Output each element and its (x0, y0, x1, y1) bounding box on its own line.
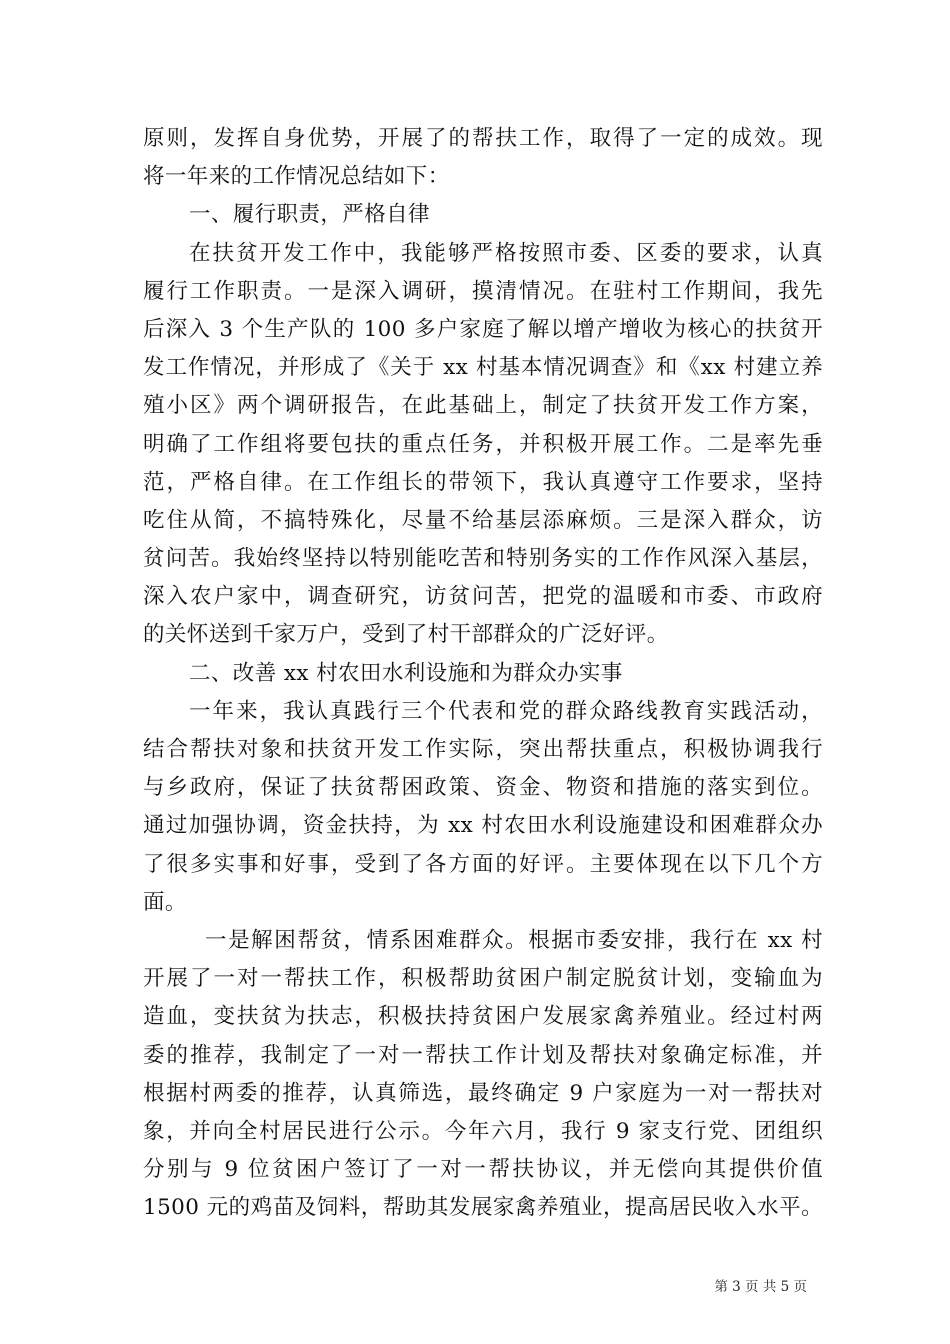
body-line: 一是解困帮贫，情系困难群众。根据市委安排，我行在 xx 村 (205, 927, 823, 953)
body-line: 履行工作职责。一是深入调研，摸清情况。在驻村工作期间，我先 (143, 278, 823, 304)
body-line: 1500 元的鸡苗及饲料，帮助其发展家禽养殖业，提高居民收入水平。 (143, 1195, 823, 1221)
body-line: 贫问苦。我始终坚持以特别能吃苦和特别务实的工作作风深入基层， (143, 546, 823, 572)
body-line: 吃住从简，不搞特殊化，尽量不给基层添麻烦。三是深入群众，访 (143, 507, 823, 533)
body-line: 深入农户家中，调查研究，访贫问苦，把党的温暖和市委、市政府 (143, 584, 823, 610)
body-line: 委的推荐，我制定了一对一帮扶工作计划及帮扶对象确定标准，并 (143, 1042, 823, 1068)
body-line: 发工作情况，并形成了《关于 xx 村基本情况调查》和《xx 村建立养 (143, 355, 823, 381)
section-heading: 二、改善 xx 村农田水利设施和为群众办实事 (189, 660, 623, 686)
body-line: 在扶贫开发工作中，我能够严格按照市委、区委的要求，认真 (189, 240, 823, 266)
body-line: 分别与 9 位贫困户签订了一对一帮扶协议，并无偿向其提供价值 (143, 1157, 823, 1183)
body-line: 造血，变扶贫为扶志，积极扶持贫困户发展家禽养殖业。经过村两 (143, 1004, 823, 1030)
body-line: 后深入 3 个生产队的 100 多户家庭了解以增产增收为核心的扶贫开 (143, 316, 823, 342)
body-line: 将一年来的工作情况总结如下： (143, 164, 450, 190)
page-number: 第 3 页 共 5 页 (714, 1279, 807, 1295)
body-line: 的关怀送到千家万户，受到了村干部群众的广泛好评。 (143, 622, 669, 648)
body-line: 了很多实事和好事，受到了各方面的好评。主要体现在以下几个方 (143, 851, 823, 877)
document-body (143, 120, 823, 1227)
body-line: 象，并向全村居民进行公示。今年六月，我行 9 家支行党、团组织 (143, 1118, 823, 1144)
body-line: 结合帮扶对象和扶贫开发工作实际，突出帮扶重点，积极协调我行 (143, 737, 823, 762)
body-line: 开展了一对一帮扶工作，积极帮助贫困户制定脱贫计划，变输血为 (143, 966, 823, 992)
section-heading: 一、履行职责，严格自律 (189, 202, 430, 228)
body-line: 原则，发挥自身优势，开展了的帮扶工作，取得了一定的成效。现 (143, 126, 823, 151)
body-line: 一年来，我认真践行三个代表和党的群众路线教育实践活动， (189, 698, 823, 724)
body-line: 明确了工作组将要包扶的重点任务，并积极开展工作。二是率先垂 (143, 431, 823, 457)
body-line: 与乡政府，保证了扶贫帮困政策、资金、物资和措施的落实到位。 (143, 775, 823, 801)
body-line: 殖小区》两个调研报告，在此基础上，制定了扶贫开发工作方案， (143, 393, 823, 419)
body-line: 通过加强协调，资金扶持，为 xx 村农田水利设施建设和困难群众办 (143, 813, 823, 839)
body-line: 面。 (143, 889, 187, 915)
body-line: 根据村两委的推荐，认真筛选，最终确定 9 户家庭为一对一帮扶对 (143, 1080, 823, 1106)
body-line: 范，严格自律。在工作组长的带领下，我认真遵守工作要求，坚持 (143, 469, 823, 495)
